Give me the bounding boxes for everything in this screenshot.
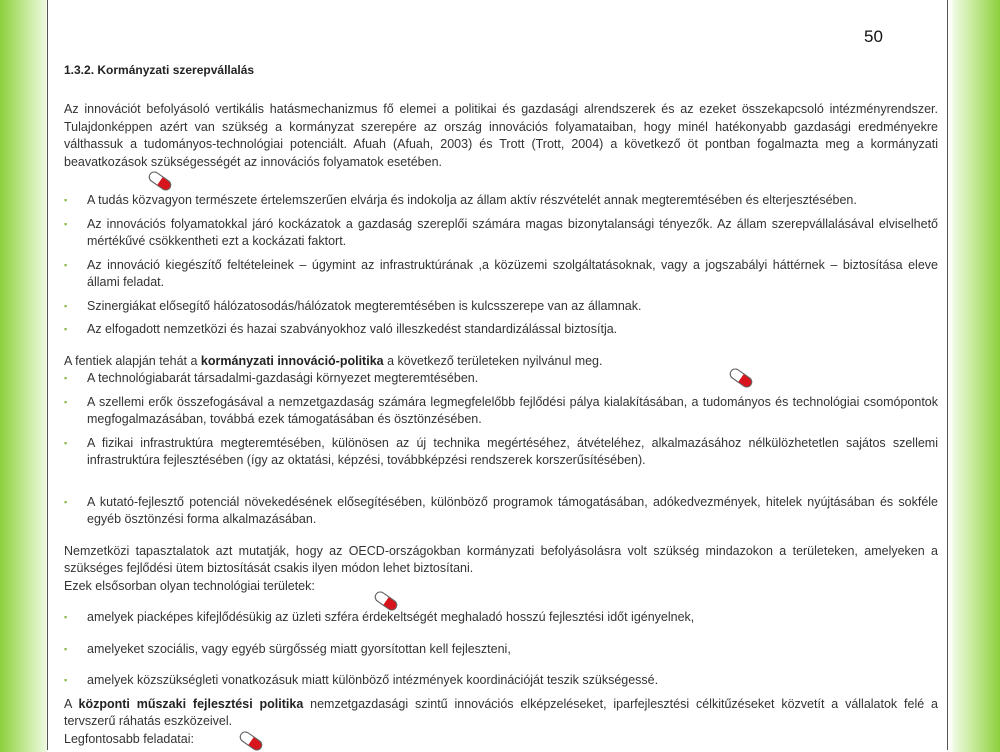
section-title: 1.3.2. Kormányzati szerepvállalás: [64, 63, 255, 77]
policy-term: kormányzati innováció-politika: [200, 353, 384, 368]
pill-icon: [145, 170, 175, 192]
page-number: 50: [864, 27, 883, 46]
tasks-heading: Legfontosabb feladatai:: [64, 731, 194, 746]
tech-intro: Ezek elsősorban olyan technológiai területek:: [64, 578, 315, 593]
international-paragraph: Nemzetközi tapasztalatok azt mutatják, hogy az OECD-országokban kormányzati befolyásolásra volt szükség mindazokon a területeken, amelyeken a szükséges fejlődési ütem biztosítását csakis ilyen módon lehet biztosítani.: [64, 543, 938, 575]
list-item: ▪ amelyek piacképes kifejlődésükig az üzleti szféra érdekeltségét meghaladó hosszú fejlesztési időt igényelnek,: [64, 609, 938, 627]
list-item: ▪ A fizikai infrastruktúra megteremtésében, különösen az új technika megértéséhez, átvételéhez, alkalmazásához nélkülözhetetlen sajátos szellemi infrastruktúra fejlesztésében (így az oktatási, képzési, továbbképzési rendszerek korszerűsítésében).: [64, 435, 938, 470]
list-item: ▪ A kutató-fejlesztő potenciál növekedésének elősegítésében, különböző programok támogatásában, adókedvezmények, hitelek nyújtásában és sokféle egyéb ösztönzési forma alkalmazásában.: [64, 494, 938, 529]
document-body: [64, 101, 938, 748]
intro-paragraph: Az innovációt befolyásoló vertikális hatásmechanizmus fő elemei a politikai és gazdasági alrendszerek és az ezeket összekapcsoló intézményrendszer. Tulajdonképpen azért van szükség a kormányzat szerepére az ország innovációs folyamataiban, hogy minél hatékonyabb gazdasági eredményekre válthassuk a tudományos-technológiai potenciált. Afuah (Afuah, 2003) és Trott (Trott, 2004) a következő öt pontban fogalmazta meg a kormányzati beavatkozások szükségességét az innovációs folyamatok esetében.: [64, 102, 938, 169]
list-item: ▪ Az elfogadott nemzetközi és hazai szabványokhoz való illeszkedést standardizálással biztosítja.: [64, 321, 938, 339]
list-item: ▪ amelyek közszükségleti vonatkozásuk miatt különböző intézmények koordinációját teszik szükségessé.: [64, 672, 938, 690]
tech-areas-list: [64, 609, 938, 690]
document-page: [47, 0, 948, 750]
reasons-list: [64, 192, 938, 339]
list-item: ▪ Az innováció kiegészítő feltételeinek – úgymint az infrastruktúrának ,a közüzemi szolgáltatásoknak, vagy a jogszabályi háttérnek – biztosítása eleve állami feladat.: [64, 257, 938, 292]
list-item: ▪ A tudás közvagyon természete értelemszerűen elvárja és indokolja az állam aktív részvételét annak megteremtésében és elterjesztésében.: [64, 192, 938, 210]
pill-icon: [236, 730, 266, 752]
central-policy-paragraph: A központi műszaki fejlesztési politika nemzetgazdasági szintű innovációs elképzeléseket, iparfejlesztési célkitűzéseket közvetít a vállalatok felé a tervszerű ráhatás eszközeivel.: [64, 696, 938, 728]
pill-icon: [371, 590, 401, 612]
list-item: ▪ Szinergiákat elősegítő hálózatosodás/hálózatok megteremtésében is kulcsszerepe van az államnak.: [64, 298, 938, 316]
pill-icon: [726, 367, 756, 389]
policy-intro: A fentiek alapján tehát a kormányzati innováció-politika a következő területeken nyilvánul meg.: [64, 353, 603, 368]
policy-areas-list: [64, 370, 938, 529]
list-item: ▪ A technológiabarát társadalmi-gazdasági környezet megteremtésében.: [64, 370, 938, 388]
central-policy-term: központi műszaki fejlesztési politika: [78, 696, 304, 711]
list-item: ▪ Az innovációs folyamatokkal járó kockázatok a gazdaság szereplői számára magas bizonytalansági tényezők. Az állam szerepvállalásával elviselhető mértékűvé csökkentheti ezt a kockázati faktort.: [64, 216, 938, 251]
list-item: ▪ amelyeket szociális, vagy egyéb sürgősség miatt gyorsítottan kell fejleszteni,: [64, 641, 938, 659]
list-item: ▪ A szellemi erők összefogásával a nemzetgazdaság számára legmegfelelőbb fejlődési pálya kialakításában, a tudományos és technológiai csomópontok megfogalmazásában, továbbá ezek támogatásában és ösztönzésében.: [64, 394, 938, 429]
